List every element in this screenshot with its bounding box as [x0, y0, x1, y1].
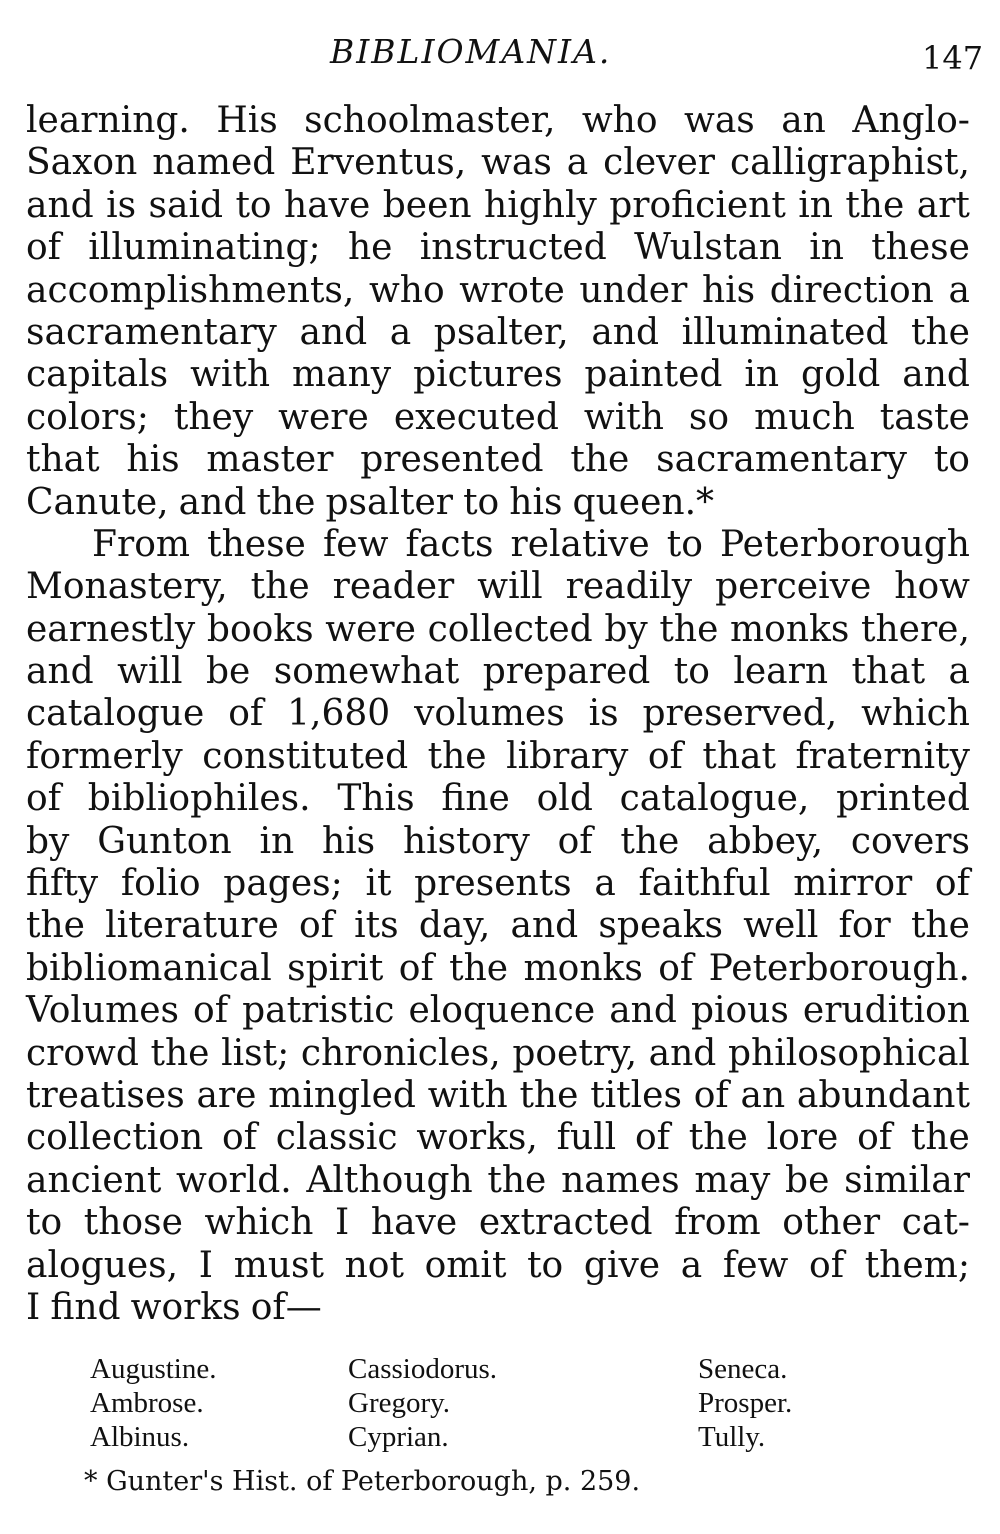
text-line: Saxon named Erventus, was a clever calligraphist,: [26, 142, 970, 184]
page-number: 147: [922, 39, 984, 77]
author-name: Tully.: [698, 1421, 766, 1453]
running-head: [0, 30, 1000, 80]
text-line: sacramentary and a psalter, and illuminated the: [26, 311, 970, 353]
text-line: and is said to have been highly proficient in the art: [26, 184, 970, 226]
author-name: Cassiodorus.: [348, 1353, 498, 1385]
text-line: Volumes of patristic eloquence and pious erudition: [26, 990, 970, 1032]
author-names-row: [90, 1352, 970, 1386]
text-line: Monastery, the reader will readily perceive how: [26, 566, 970, 608]
text-line: colors; they were executed with so much taste: [26, 396, 970, 438]
text-line: capitals with many pictures painted in gold and: [26, 354, 970, 396]
text-line: fifty folio pages; it presents a faithful mirror of: [26, 863, 970, 905]
author-name: Prosper.: [698, 1387, 793, 1419]
text-line: of bibliophiles. This fine old catalogue, printed: [26, 778, 970, 820]
text-line: treatises are mingled with the titles of an abundant: [26, 1074, 970, 1116]
text-line: to those which I have extracted from other cat-: [26, 1202, 970, 1244]
text-line: earnestly books were collected by the monks there,: [26, 608, 970, 650]
author-names-row: [90, 1420, 970, 1454]
text-line: and will be somewhat prepared to learn that a: [26, 651, 970, 693]
text-line: alogues, I must not omit to give a few of them;: [26, 1244, 970, 1286]
text-line: crowd the list; chronicles, poetry, and philosophical: [26, 1032, 970, 1074]
text-line: of illuminating; he instructed Wulstan in these: [26, 227, 970, 269]
author-name: Cyprian.: [348, 1421, 449, 1453]
text-line: From these few facts relative to Peterborough: [92, 523, 970, 565]
text-line: by Gunton in his history of the abbey, covers: [26, 820, 970, 862]
text-line: formerly constituted the library of that fraternity: [26, 735, 970, 777]
author-name: Albinus.: [90, 1421, 190, 1453]
text-line: Canute, and the psalter to his queen.*: [26, 481, 715, 523]
text-line: the literature of its day, and speaks well for the: [26, 905, 970, 947]
text-line: bibliomanical spirit of the monks of Peterborough.: [26, 947, 970, 989]
author-names-row: [90, 1386, 970, 1420]
text-line: learning. His schoolmaster, who was an Anglo-: [26, 100, 970, 141]
author-name: Seneca.: [698, 1353, 788, 1385]
body-text: [26, 100, 970, 1329]
footnote: * Gunter's Hist. of Peterborough, p. 259.: [84, 1466, 641, 1497]
text-line: accomplishments, who wrote under his direction a: [26, 269, 970, 311]
author-name: Ambrose.: [90, 1387, 204, 1419]
author-names-list: [90, 1352, 970, 1454]
running-title: BIBLIOMANIA.: [330, 32, 612, 71]
text-line: that his master presented the sacramentary to: [26, 439, 970, 481]
text-line: I find works of—: [26, 1286, 322, 1328]
text-line: ancient world. Although the names may be similar: [26, 1159, 970, 1201]
text-line: collection of classic works, full of the lore of the: [26, 1117, 970, 1159]
author-name: Augustine.: [90, 1353, 217, 1385]
author-name: Gregory.: [348, 1387, 450, 1419]
text-line: catalogue of 1,680 volumes is preserved, which: [26, 693, 970, 735]
